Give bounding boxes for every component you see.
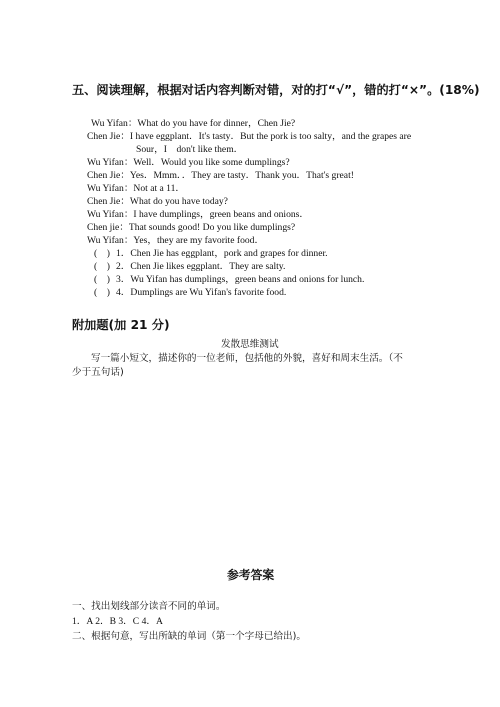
dialogue-line: Wu Yifan：Not at a 11． bbox=[87, 183, 186, 194]
answer-blank[interactable]: ( ) bbox=[94, 261, 110, 272]
dialogue-line: Wu Yifan：I have dumplings，green beans and onions． bbox=[87, 209, 309, 220]
answers-line2: 1．A 2．B 3．C 4．A bbox=[72, 616, 163, 627]
question-text: 4．Dumplings are Wu Yifan's favorite food. bbox=[116, 287, 287, 298]
dialogue-line: Sour，I don't like them． bbox=[136, 144, 244, 155]
question-text: 2．Chen Jie likes eggplant．They are salty. bbox=[116, 261, 286, 272]
bonus-prompt-line2: 少于五句话) bbox=[72, 367, 124, 378]
dialogue-line: Chen Jie：What do you have today? bbox=[87, 196, 228, 207]
bonus-prompt-line1: 写一篇小短文，描述你的一位老师，包括他的外貌，喜好和周末生活。（不 bbox=[91, 353, 403, 364]
dialogue-line: Wu Yifan：What do you have for dinner，Chen Jie? bbox=[91, 118, 296, 129]
question-text: 1．Chen Jie has eggplant，pork and grapes for dinner. bbox=[116, 248, 328, 259]
answers-title: 参考答案 bbox=[227, 568, 275, 582]
answer-blank[interactable]: ( ) bbox=[94, 287, 110, 298]
dialogue-line: Chen Jie：Yes．Mmm．．They are tasty．Thank you．That's great! bbox=[87, 170, 354, 181]
answers-line1: 一、找出划线部分读音不同的单词。 bbox=[72, 601, 226, 612]
dialogue-line: Wu Yifan：Yes，they are my favorite food． bbox=[87, 235, 265, 246]
question-item bbox=[94, 285, 286, 300]
section5-title: 五、阅读理解，根据对话内容判断对错，对的打“√”，错的打“×”。(18%) bbox=[72, 83, 480, 97]
dialogue-line: Chen jie：That sounds good! Do you like dumplings? bbox=[87, 222, 296, 233]
bonus-subtitle: 发散思维测试 bbox=[221, 339, 279, 350]
answers-line3: 二、根据句意，写出所缺的单词（第一个字母已给出)。 bbox=[72, 631, 306, 642]
answer-blank[interactable]: ( ) bbox=[94, 274, 110, 285]
dialogue-line: Wu Yifan：Well．Would you like some dumplings? bbox=[87, 157, 290, 168]
answer-blank[interactable]: ( ) bbox=[94, 248, 110, 259]
question-text: 3．Wu Yifan has dumplings，green beans and onions for lunch. bbox=[116, 274, 365, 285]
bonus-title: 附加题(加 21 分) bbox=[72, 318, 170, 332]
dialogue-line: Chen Jie：I have eggplant．It's tasty．But the pork is too salty，and the grapes are bbox=[87, 131, 412, 142]
